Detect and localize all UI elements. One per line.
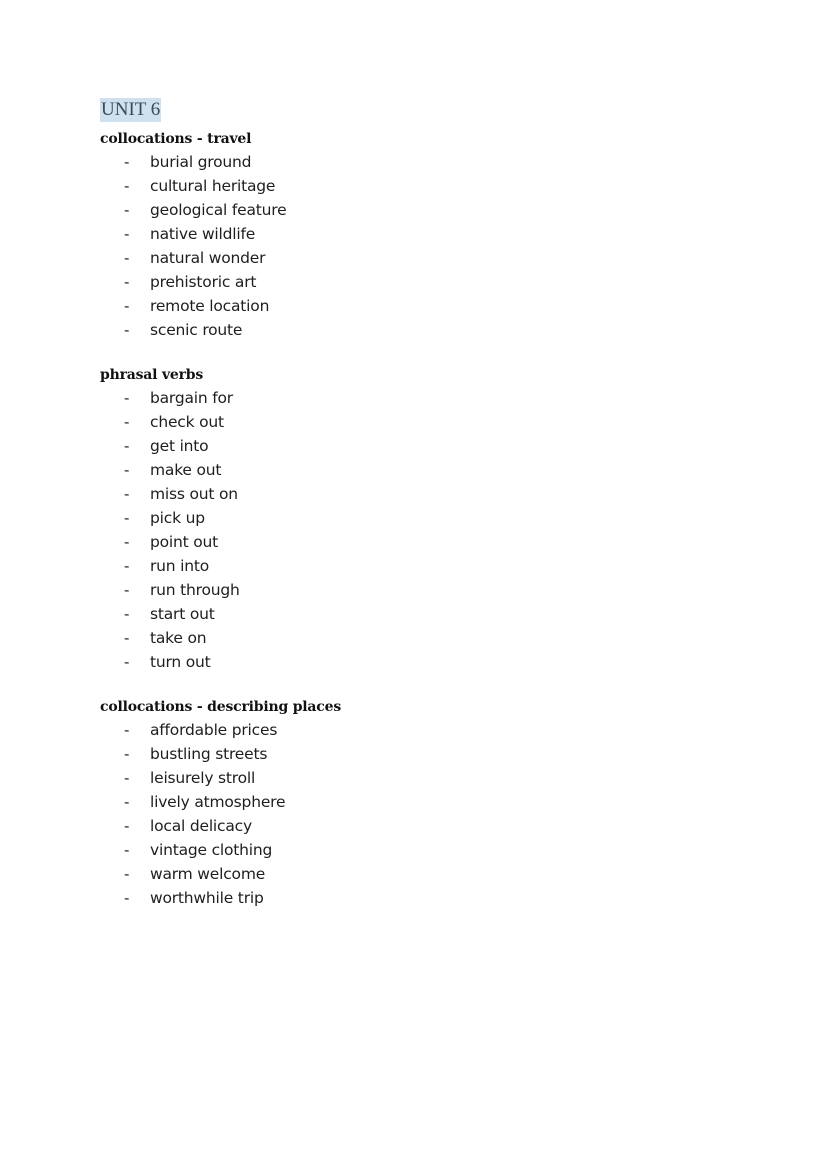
sections-container bbox=[100, 128, 341, 910]
section-heading: collocations - describing places bbox=[100, 699, 342, 715]
vocab-list bbox=[100, 150, 341, 342]
list-item bbox=[100, 434, 341, 458]
dash-bullet-icon: - bbox=[124, 321, 130, 339]
list-item bbox=[100, 626, 341, 650]
list-item-text: make out bbox=[150, 461, 222, 479]
list-item bbox=[100, 482, 341, 506]
list-item bbox=[100, 270, 341, 294]
list-item bbox=[100, 458, 341, 482]
dash-bullet-icon: - bbox=[124, 273, 130, 291]
list-item-text: remote location bbox=[150, 297, 270, 315]
list-item bbox=[100, 718, 341, 742]
vocab-list bbox=[100, 718, 341, 910]
dash-bullet-icon: - bbox=[124, 865, 130, 883]
list-item-text: take on bbox=[150, 629, 207, 647]
vocab-section bbox=[100, 696, 341, 910]
list-item bbox=[100, 602, 341, 626]
dash-bullet-icon: - bbox=[124, 177, 130, 195]
list-item-text: worthwhile trip bbox=[150, 889, 264, 907]
dash-bullet-icon: - bbox=[124, 461, 130, 479]
dash-bullet-icon: - bbox=[124, 485, 130, 503]
list-item bbox=[100, 766, 341, 790]
dash-bullet-icon: - bbox=[124, 817, 130, 835]
vocab-section bbox=[100, 128, 341, 342]
dash-bullet-icon: - bbox=[124, 745, 130, 763]
list-item bbox=[100, 886, 341, 910]
list-item bbox=[100, 222, 341, 246]
list-item bbox=[100, 246, 341, 270]
dash-bullet-icon: - bbox=[124, 225, 130, 243]
dash-bullet-icon: - bbox=[124, 841, 130, 859]
list-item bbox=[100, 742, 341, 766]
dash-bullet-icon: - bbox=[124, 793, 130, 811]
list-item-text: run into bbox=[150, 557, 210, 575]
list-item-text: pick up bbox=[150, 509, 205, 527]
list-item-text: local delicacy bbox=[150, 817, 252, 835]
list-item-text: scenic route bbox=[150, 321, 243, 339]
dash-bullet-icon: - bbox=[124, 413, 130, 431]
list-item-text: prehistoric art bbox=[150, 273, 257, 291]
list-item bbox=[100, 862, 341, 886]
list-item-text: turn out bbox=[150, 653, 211, 671]
list-item-text: check out bbox=[150, 413, 224, 431]
dash-bullet-icon: - bbox=[124, 509, 130, 527]
list-item-text: lively atmosphere bbox=[150, 793, 286, 811]
list-item-text: affordable prices bbox=[150, 721, 278, 739]
list-item bbox=[100, 650, 341, 674]
section-heading: phrasal verbs bbox=[100, 367, 204, 383]
list-item-text: geological feature bbox=[150, 201, 287, 219]
dash-bullet-icon: - bbox=[124, 249, 130, 267]
list-item-text: native wildlife bbox=[150, 225, 256, 243]
dash-bullet-icon: - bbox=[124, 533, 130, 551]
dash-bullet-icon: - bbox=[124, 389, 130, 407]
dash-bullet-icon: - bbox=[124, 153, 130, 171]
list-item-text: run through bbox=[150, 581, 240, 599]
list-item-text: bargain for bbox=[150, 389, 233, 407]
list-item-text: leisurely stroll bbox=[150, 769, 256, 787]
list-item bbox=[100, 838, 341, 862]
list-item bbox=[100, 150, 341, 174]
dash-bullet-icon: - bbox=[124, 769, 130, 787]
dash-bullet-icon: - bbox=[124, 653, 130, 671]
dash-bullet-icon: - bbox=[124, 889, 130, 907]
vocab-list bbox=[100, 386, 341, 674]
list-item bbox=[100, 790, 341, 814]
list-item bbox=[100, 578, 341, 602]
list-item bbox=[100, 386, 341, 410]
list-item bbox=[100, 554, 341, 578]
list-item bbox=[100, 294, 341, 318]
dash-bullet-icon: - bbox=[124, 437, 130, 455]
list-item-text: point out bbox=[150, 533, 219, 551]
list-item-text: warm welcome bbox=[150, 865, 266, 883]
dash-bullet-icon: - bbox=[124, 557, 130, 575]
dash-bullet-icon: - bbox=[124, 605, 130, 623]
unit-title: UNIT 6 bbox=[101, 99, 161, 120]
dash-bullet-icon: - bbox=[124, 581, 130, 599]
dash-bullet-icon: - bbox=[124, 201, 130, 219]
list-item bbox=[100, 814, 341, 838]
dash-bullet-icon: - bbox=[124, 297, 130, 315]
list-item bbox=[100, 174, 341, 198]
list-item bbox=[100, 198, 341, 222]
dash-bullet-icon: - bbox=[124, 629, 130, 647]
list-item-text: cultural heritage bbox=[150, 177, 276, 195]
list-item bbox=[100, 530, 341, 554]
list-item-text: get into bbox=[150, 437, 209, 455]
document-page bbox=[100, 98, 341, 910]
list-item-text: vintage clothing bbox=[150, 841, 273, 859]
list-item-text: burial ground bbox=[150, 153, 252, 171]
vocab-section bbox=[100, 364, 341, 674]
list-item-text: start out bbox=[150, 605, 215, 623]
list-item-text: bustling streets bbox=[150, 745, 268, 763]
dash-bullet-icon: - bbox=[124, 721, 130, 739]
list-item-text: natural wonder bbox=[150, 249, 266, 267]
list-item bbox=[100, 410, 341, 434]
list-item-text: miss out on bbox=[150, 485, 238, 503]
section-heading: collocations - travel bbox=[100, 131, 252, 147]
list-item bbox=[100, 506, 341, 530]
list-item bbox=[100, 318, 341, 342]
